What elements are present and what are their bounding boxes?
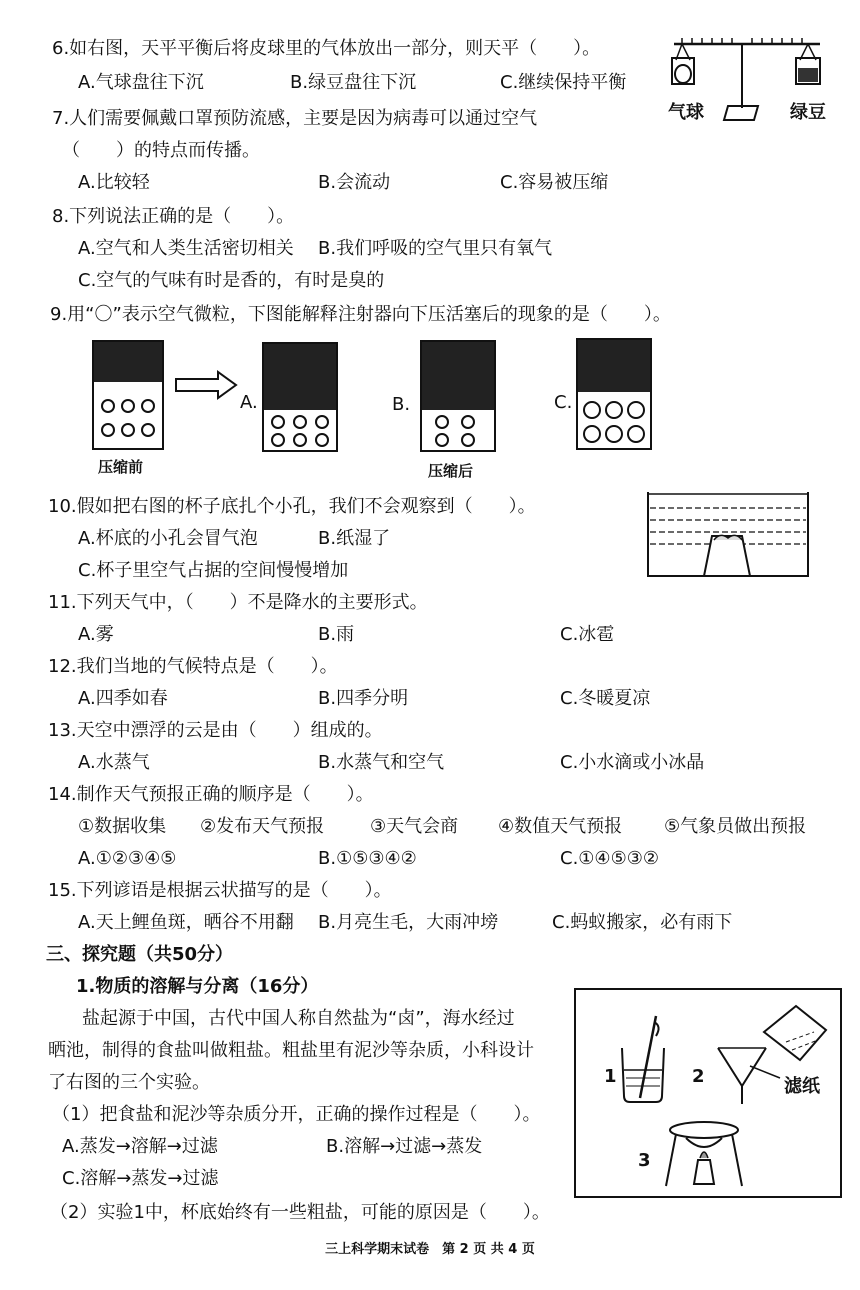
syringe-option-a-figure — [262, 342, 338, 452]
balance-label-right: 绿豆 — [790, 102, 826, 123]
s3-q1-stem: （1）把食盐和泥沙等杂质分开，正确的操作过程是（ ）。 — [52, 1104, 541, 1125]
q9-label-a: A. — [240, 392, 258, 413]
q13-option-a: A.水蒸气 — [78, 752, 150, 773]
q7-option-a: A.比较轻 — [78, 172, 150, 193]
q9-stem: 9.用“〇”表示空气微粒，下图能解释注射器向下压活塞后的现象的是（ ）。 — [50, 304, 671, 325]
s3-q1-option-c: C.溶解→蒸发→过滤 — [62, 1168, 219, 1189]
figure-label-3: 3 — [638, 1150, 651, 1171]
passage-line-2: 晒池，制得的食盐叫做粗盐。粗盐里有泥沙等杂质，小科设计 — [48, 1040, 534, 1061]
q14-step-3: ③天气会商 — [370, 816, 459, 837]
q8-option-b: B.我们呼吸的空气里只有氧气 — [318, 238, 553, 259]
syringe-before-figure — [92, 340, 164, 450]
q12-stem: 12.我们当地的气候特点是（ ）。 — [48, 656, 338, 677]
q6-option-b: B.绿豆盘往下沉 — [290, 72, 417, 93]
caption-after: 压缩后 — [428, 462, 474, 480]
section-3-subtitle: 1.物质的溶解与分离（16分） — [76, 976, 319, 997]
q6-option-c: C.继续保持平衡 — [500, 72, 627, 93]
q14-option-b: B.①⑤③④② — [318, 848, 417, 869]
q15-option-c: C.蚂蚁搬家，必有雨下 — [552, 912, 733, 933]
q9-label-b: B. — [392, 394, 411, 415]
q9-label-c: C. — [554, 392, 573, 413]
s3-q1-option-a: A.蒸发→溶解→过滤 — [62, 1136, 218, 1157]
q15-stem: 15.下列谚语是根据云状描写的是（ ）。 — [48, 880, 392, 901]
q13-option-b: B.水蒸气和空气 — [318, 752, 445, 773]
q15-option-b: B.月亮生毛，大雨冲塝 — [318, 912, 499, 933]
q14-option-c: C.①④⑤③② — [560, 848, 659, 869]
passage-line-1: 盐起源于中国，古代中国人称自然盐为“卤”，海水经过 — [82, 1008, 515, 1029]
syringe-option-c-figure — [576, 338, 652, 450]
q11-stem: 11.下列天气中，（ ）不是降水的主要形式。 — [48, 592, 428, 613]
figure-label-1: 1 — [604, 1066, 617, 1087]
q6-option-a: A.气球盘往下沉 — [78, 72, 204, 93]
s3-q2-stem: （2）实验1中，杯底始终有一些粗盐，可能的原因是（ ）。 — [50, 1202, 550, 1223]
q12-option-a: A.四季如春 — [78, 688, 168, 709]
q12-option-b: B.四季分明 — [318, 688, 409, 709]
q6-stem: 6.如右图，天平平衡后将皮球里的气体放出一部分，则天平（ ）。 — [52, 38, 601, 59]
q14-option-a: A.①②③④⑤ — [78, 848, 177, 869]
q8-option-c: C.空气的气味有时是香的，有时是臭的 — [78, 270, 385, 291]
q11-option-a: A.雾 — [78, 624, 114, 645]
figure-label-filter-paper: 滤纸 — [784, 1076, 820, 1097]
passage-line-3: 了右图的三个实验。 — [48, 1072, 210, 1093]
q10-option-a: A.杯底的小孔会冒气泡 — [78, 528, 258, 549]
q14-step-1: ①数据收集 — [78, 816, 167, 837]
q7-stem-line2: （ ）的特点而传播。 — [62, 140, 260, 161]
section-3-title: 三、探究题（共50分） — [46, 944, 234, 965]
q14-stem: 14.制作天气预报正确的顺序是（ ）。 — [48, 784, 374, 805]
q7-option-c: C.容易被压缩 — [500, 172, 609, 193]
figure-label-2: 2 — [692, 1066, 705, 1087]
page-footer: 三上科学期末试卷 第 2 页 共 4 页 — [325, 1242, 535, 1257]
syringe-option-b-figure — [420, 340, 496, 452]
q10-stem: 10.假如把右图的杯子底扎个小孔，我们不会观察到（ ）。 — [48, 496, 536, 517]
q7-option-b: B.会流动 — [318, 172, 391, 193]
q13-option-c: C.小水滴或小冰晶 — [560, 752, 705, 773]
q11-option-b: B.雨 — [318, 624, 355, 645]
q10-option-b: B.纸湿了 — [318, 528, 391, 549]
cup-in-water-figure — [646, 488, 810, 578]
s3-q1-option-b: B.溶解→过滤→蒸发 — [326, 1136, 483, 1157]
q7-stem-line1: 7.人们需要佩戴口罩预防流感，主要是因为病毒可以通过空气 — [52, 108, 538, 129]
q15-option-a: A.天上鲤鱼斑，晒谷不用翻 — [78, 912, 294, 933]
q13-stem: 13.天空中漂浮的云是由（ ）组成的。 — [48, 720, 383, 741]
q14-step-2: ②发布天气预报 — [200, 816, 325, 837]
q8-stem: 8.下列说法正确的是（ ）。 — [52, 206, 295, 227]
q11-option-c: C.冰雹 — [560, 624, 615, 645]
q12-option-c: C.冬暖夏凉 — [560, 688, 651, 709]
q8-option-a: A.空气和人类生活密切相关 — [78, 238, 294, 259]
arrow-icon — [174, 370, 238, 400]
balance-label-left: 气球 — [668, 102, 704, 123]
caption-before: 压缩前 — [98, 458, 144, 476]
q14-step-5: ⑤气象员做出预报 — [664, 816, 807, 837]
q14-step-4: ④数值天气预报 — [498, 816, 623, 837]
q10-option-c: C.杯子里空气占据的空间慢慢增加 — [78, 560, 349, 581]
